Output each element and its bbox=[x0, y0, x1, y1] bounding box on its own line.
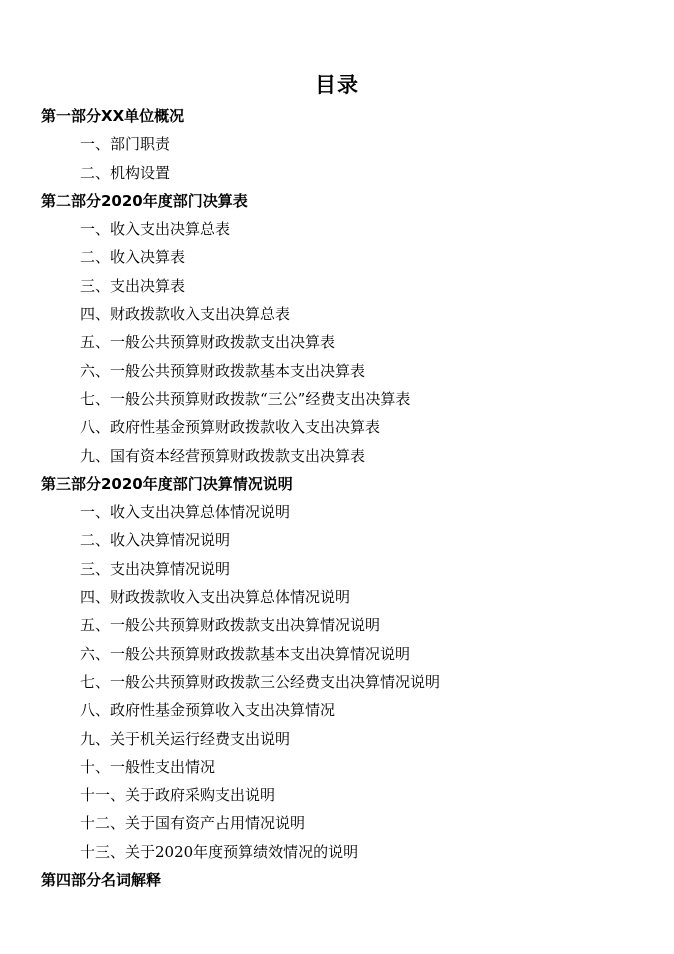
toc-item: 九、关于机关运行经费支出说明 bbox=[80, 729, 291, 748]
toc-item: 四、财政拨款收入支出决算总表 bbox=[80, 305, 291, 324]
toc-item: 七、一般公共预算财政拨款“三公”经费支出决算表 bbox=[80, 389, 411, 408]
toc-item: 五、一般公共预算财政拨款支出决算表 bbox=[80, 333, 336, 352]
toc-item: 九、国有资本经营预算财政拨款支出决算表 bbox=[80, 446, 366, 465]
toc-part-2: 第二部分2020年度部门决算表 bbox=[41, 191, 248, 210]
table-of-contents bbox=[0, 102, 674, 894]
toc-item: 一、收入支出决算总体情况说明 bbox=[80, 503, 291, 522]
toc-item: 六、一般公共预算财政拨款基本支出决算情况说明 bbox=[80, 644, 411, 663]
toc-item: 二、收入决算表 bbox=[80, 248, 186, 267]
toc-item: 八、政府性基金预算财政拨款收入支出决算表 bbox=[80, 418, 381, 437]
toc-item: 二、机构设置 bbox=[80, 163, 171, 182]
toc-item: 二、收入决算情况说明 bbox=[80, 531, 231, 550]
toc-part-3: 第三部分2020年度部门决算情况说明 bbox=[41, 474, 293, 493]
toc-item: 十一、关于政府采购支出说明 bbox=[80, 786, 276, 805]
toc-item: 六、一般公共预算财政拨款基本支出决算表 bbox=[80, 361, 366, 380]
toc-item: 八、政府性基金预算收入支出决算情况 bbox=[80, 701, 336, 720]
toc-item: 三、支出决算表 bbox=[80, 276, 186, 295]
toc-item: 三、支出决算情况说明 bbox=[80, 559, 231, 578]
toc-item: 五、一般公共预算财政拨款支出决算情况说明 bbox=[80, 616, 381, 635]
toc-item: 十、一般性支出情况 bbox=[80, 757, 216, 776]
toc-part-1: 第一部分XX单位概况 bbox=[41, 107, 185, 125]
toc-item: 一、部门职责 bbox=[80, 135, 171, 154]
toc-item: 十二、关于国有资产占用情况说明 bbox=[80, 814, 306, 833]
toc-item: 四、财政拨款收入支出决算总体情况说明 bbox=[80, 588, 351, 607]
page-title: 目录 bbox=[315, 73, 359, 97]
toc-item: 七、一般公共预算财政拨款三公经费支出决算情况说明 bbox=[80, 672, 441, 691]
toc-part-4: 第四部分名词解释 bbox=[41, 871, 162, 890]
toc-item: 一、收入支出决算总表 bbox=[80, 220, 231, 239]
toc-item: 十三、关于2020年度预算绩效情况的说明 bbox=[80, 842, 359, 861]
